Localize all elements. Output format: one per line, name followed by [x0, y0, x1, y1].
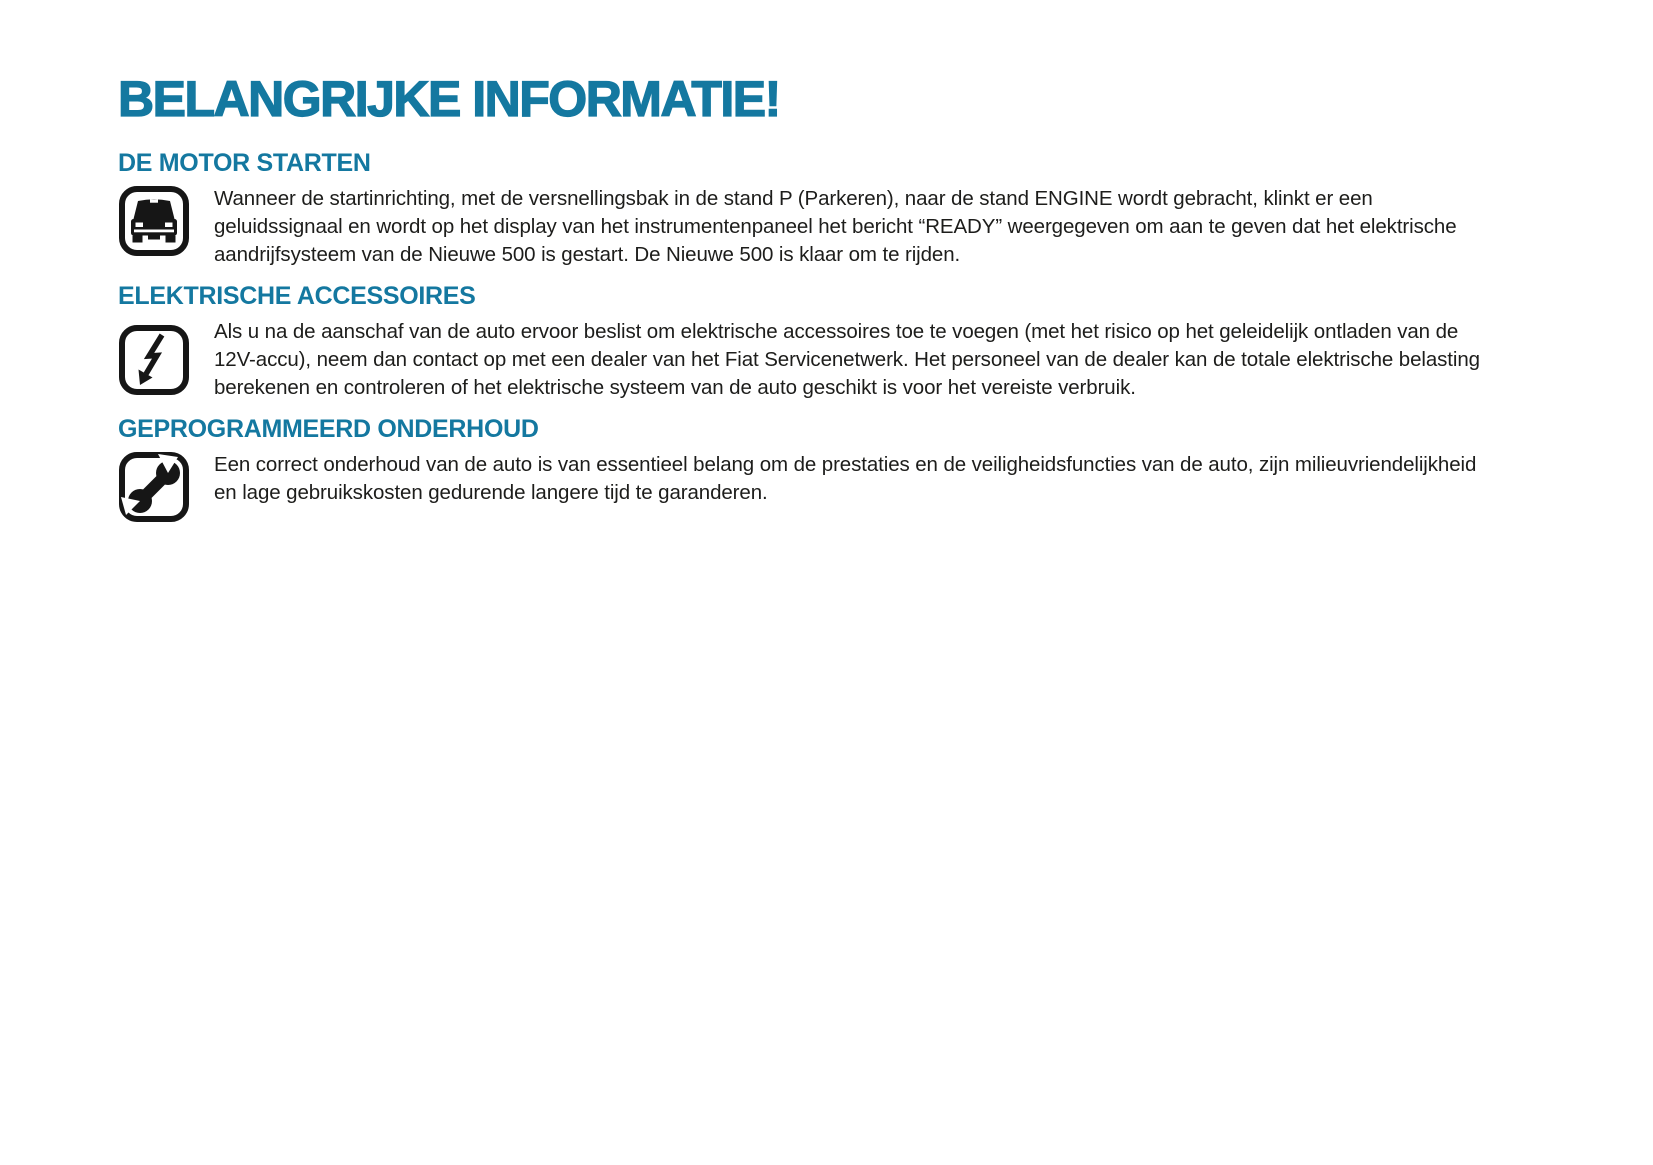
section-body-geprogrammeerd-onderhoud: Een correct onderhoud van de auto is van essentieel belang om de prestaties en de veiligheidsfuncties van de auto, zijn milieuvriendelijkheid en lage gebruikskosten gedurende langere tijd te garanderen.	[214, 453, 1477, 504]
section-heading-geprogrammeerd-onderhoud: GEPROGRAMMEERD ONDERHOUD	[118, 415, 539, 443]
section-geprogrammeerd-onderhoud	[118, 417, 1653, 523]
section-elektrische-accessoires	[118, 284, 1653, 402]
wrench-icon	[118, 451, 190, 523]
section-motor-starten	[118, 151, 1653, 269]
section-heading-elektrische-accessoires: ELEKTRISCHE ACCESSOIRES	[118, 282, 476, 310]
car-front-icon	[118, 185, 190, 257]
lightning-bolt-icon	[118, 324, 190, 396]
section-body-elektrische-accessoires: Als u na de aanschaf van de auto ervoor beslist om elektrische accessoires toe te voegen (met het risico op het geleidelijk ontladen van de 12V-accu), neem dan contact op met een dealer van het Fiat Servicenetwerk. Het personeel van de dealer kan de totale elektrische belasting berekenen en controleren of het elektrische systeem van de auto geschikt is voor het vereiste verbruik.	[214, 320, 1480, 399]
section-row	[118, 185, 1653, 269]
section-row	[118, 318, 1653, 402]
page-title: BELANGRIJKE INFORMATIE!	[118, 71, 780, 127]
section-body-motor-starten: Wanneer de startinrichting, met de versnellingsbak in de stand P (Parkeren), naar de stand ENGINE wordt gebracht, klinkt er een geluidssignaal en wordt op het display van het instrumentenpaneel het bericht “READY” weergegeven om aan te geven dat het elektrische aandrijfsysteem van de Nieuwe 500 is gestart. De Nieuwe 500 is klaar om te rijden.	[214, 187, 1457, 266]
section-heading-motor-starten: DE MOTOR STARTEN	[118, 149, 371, 177]
section-row	[118, 451, 1653, 523]
